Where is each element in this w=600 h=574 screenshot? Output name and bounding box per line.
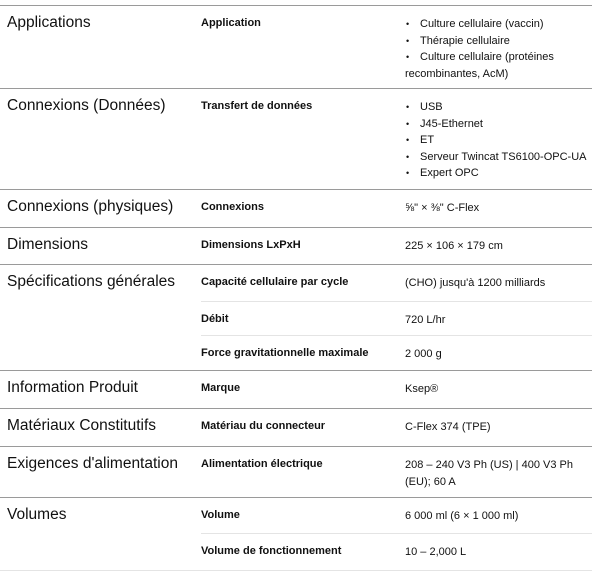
list-item: • Culture cellulaire (protéines recombinantes, AcM) [405, 49, 595, 82]
section-information-produit [0, 370, 592, 408]
spec-row [201, 301, 592, 336]
spec-row [201, 228, 592, 265]
spec-label: Alimentation électrique [201, 458, 323, 470]
list-item: • ET [405, 132, 595, 149]
spec-value: (CHO) jusqu'à 1200 milliards [405, 277, 546, 289]
spec-value [405, 16, 595, 82]
list-item: • Culture cellulaire (vaccin) [405, 16, 595, 33]
spec-label: Application [201, 17, 261, 29]
spec-value: ⅝" × ⅜" C-Flex [405, 202, 480, 214]
section-volumes [0, 497, 592, 571]
list-item: • Thérapie cellulaire [405, 33, 595, 50]
spec-label: Débit [201, 313, 229, 325]
section-connexions-physiques [0, 189, 592, 227]
spec-row [201, 498, 592, 533]
value-list [405, 16, 595, 82]
spec-value: 10 – 2,000 L [405, 546, 467, 558]
section-title: Applications [7, 14, 91, 31]
section-specifications-generales [0, 264, 592, 371]
list-item: • USB [405, 99, 595, 116]
section-exigences-alimentation [0, 446, 592, 498]
spec-label: Matériau du connecteur [201, 420, 326, 432]
spec-value: 225 × 106 × 179 cm [405, 240, 503, 252]
spec-label: Volume de fonctionnement [201, 545, 342, 557]
spec-label: Marque [201, 382, 241, 394]
section-title: Exigences d'alimentation [7, 455, 178, 472]
spec-row [201, 371, 592, 408]
section-title: Information Produit [7, 379, 138, 396]
spec-label: Dimensions LxPxH [201, 239, 301, 251]
spec-row [201, 335, 592, 372]
spec-value: 720 L/hr [405, 314, 446, 326]
spec-label: Volume [201, 509, 240, 521]
spec-row [201, 89, 592, 189]
list-item: • J45-Ethernet [405, 116, 595, 133]
spec-row [201, 533, 592, 570]
section-connexions-donnees [0, 88, 592, 189]
value-list [405, 99, 595, 182]
spec-value: 2 000 g [405, 348, 442, 360]
spec-label: Connexions [201, 201, 264, 213]
spec-value: 6 000 ml (6 × 1 000 ml) [405, 510, 519, 522]
spec-value: Ksep® [405, 383, 439, 395]
spec-label: Capacité cellulaire par cycle [201, 276, 349, 288]
spec-row [201, 409, 592, 446]
section-title: Volumes [7, 506, 67, 523]
spec-row [201, 447, 592, 498]
list-item: • Expert OPC [405, 165, 595, 182]
spec-value: 208 – 240 V3 Ph (US) | 400 V3 Ph (EU); 60 A [405, 459, 573, 488]
list-item: • Serveur Twincat TS6100-OPC-UA [405, 149, 595, 166]
section-title: Spécifications générales [7, 273, 176, 290]
section-title: Dimensions [7, 236, 88, 253]
section-dimensions [0, 227, 592, 265]
spec-value: C-Flex 374 (TPE) [405, 421, 491, 433]
spec-value [405, 99, 595, 182]
section-title: Connexions (physiques) [7, 198, 174, 215]
spec-row [201, 190, 592, 227]
section-materiaux-constitutifs [0, 408, 592, 446]
section-applications [0, 5, 592, 88]
section-title: Connexions (Données) [7, 97, 166, 114]
spec-row [201, 265, 592, 301]
spec-label: Transfert de données [201, 100, 313, 112]
spec-row [201, 6, 592, 88]
section-title: Matériaux Constitutifs [7, 417, 157, 434]
spec-label: Force gravitationnelle maximale [201, 347, 369, 359]
